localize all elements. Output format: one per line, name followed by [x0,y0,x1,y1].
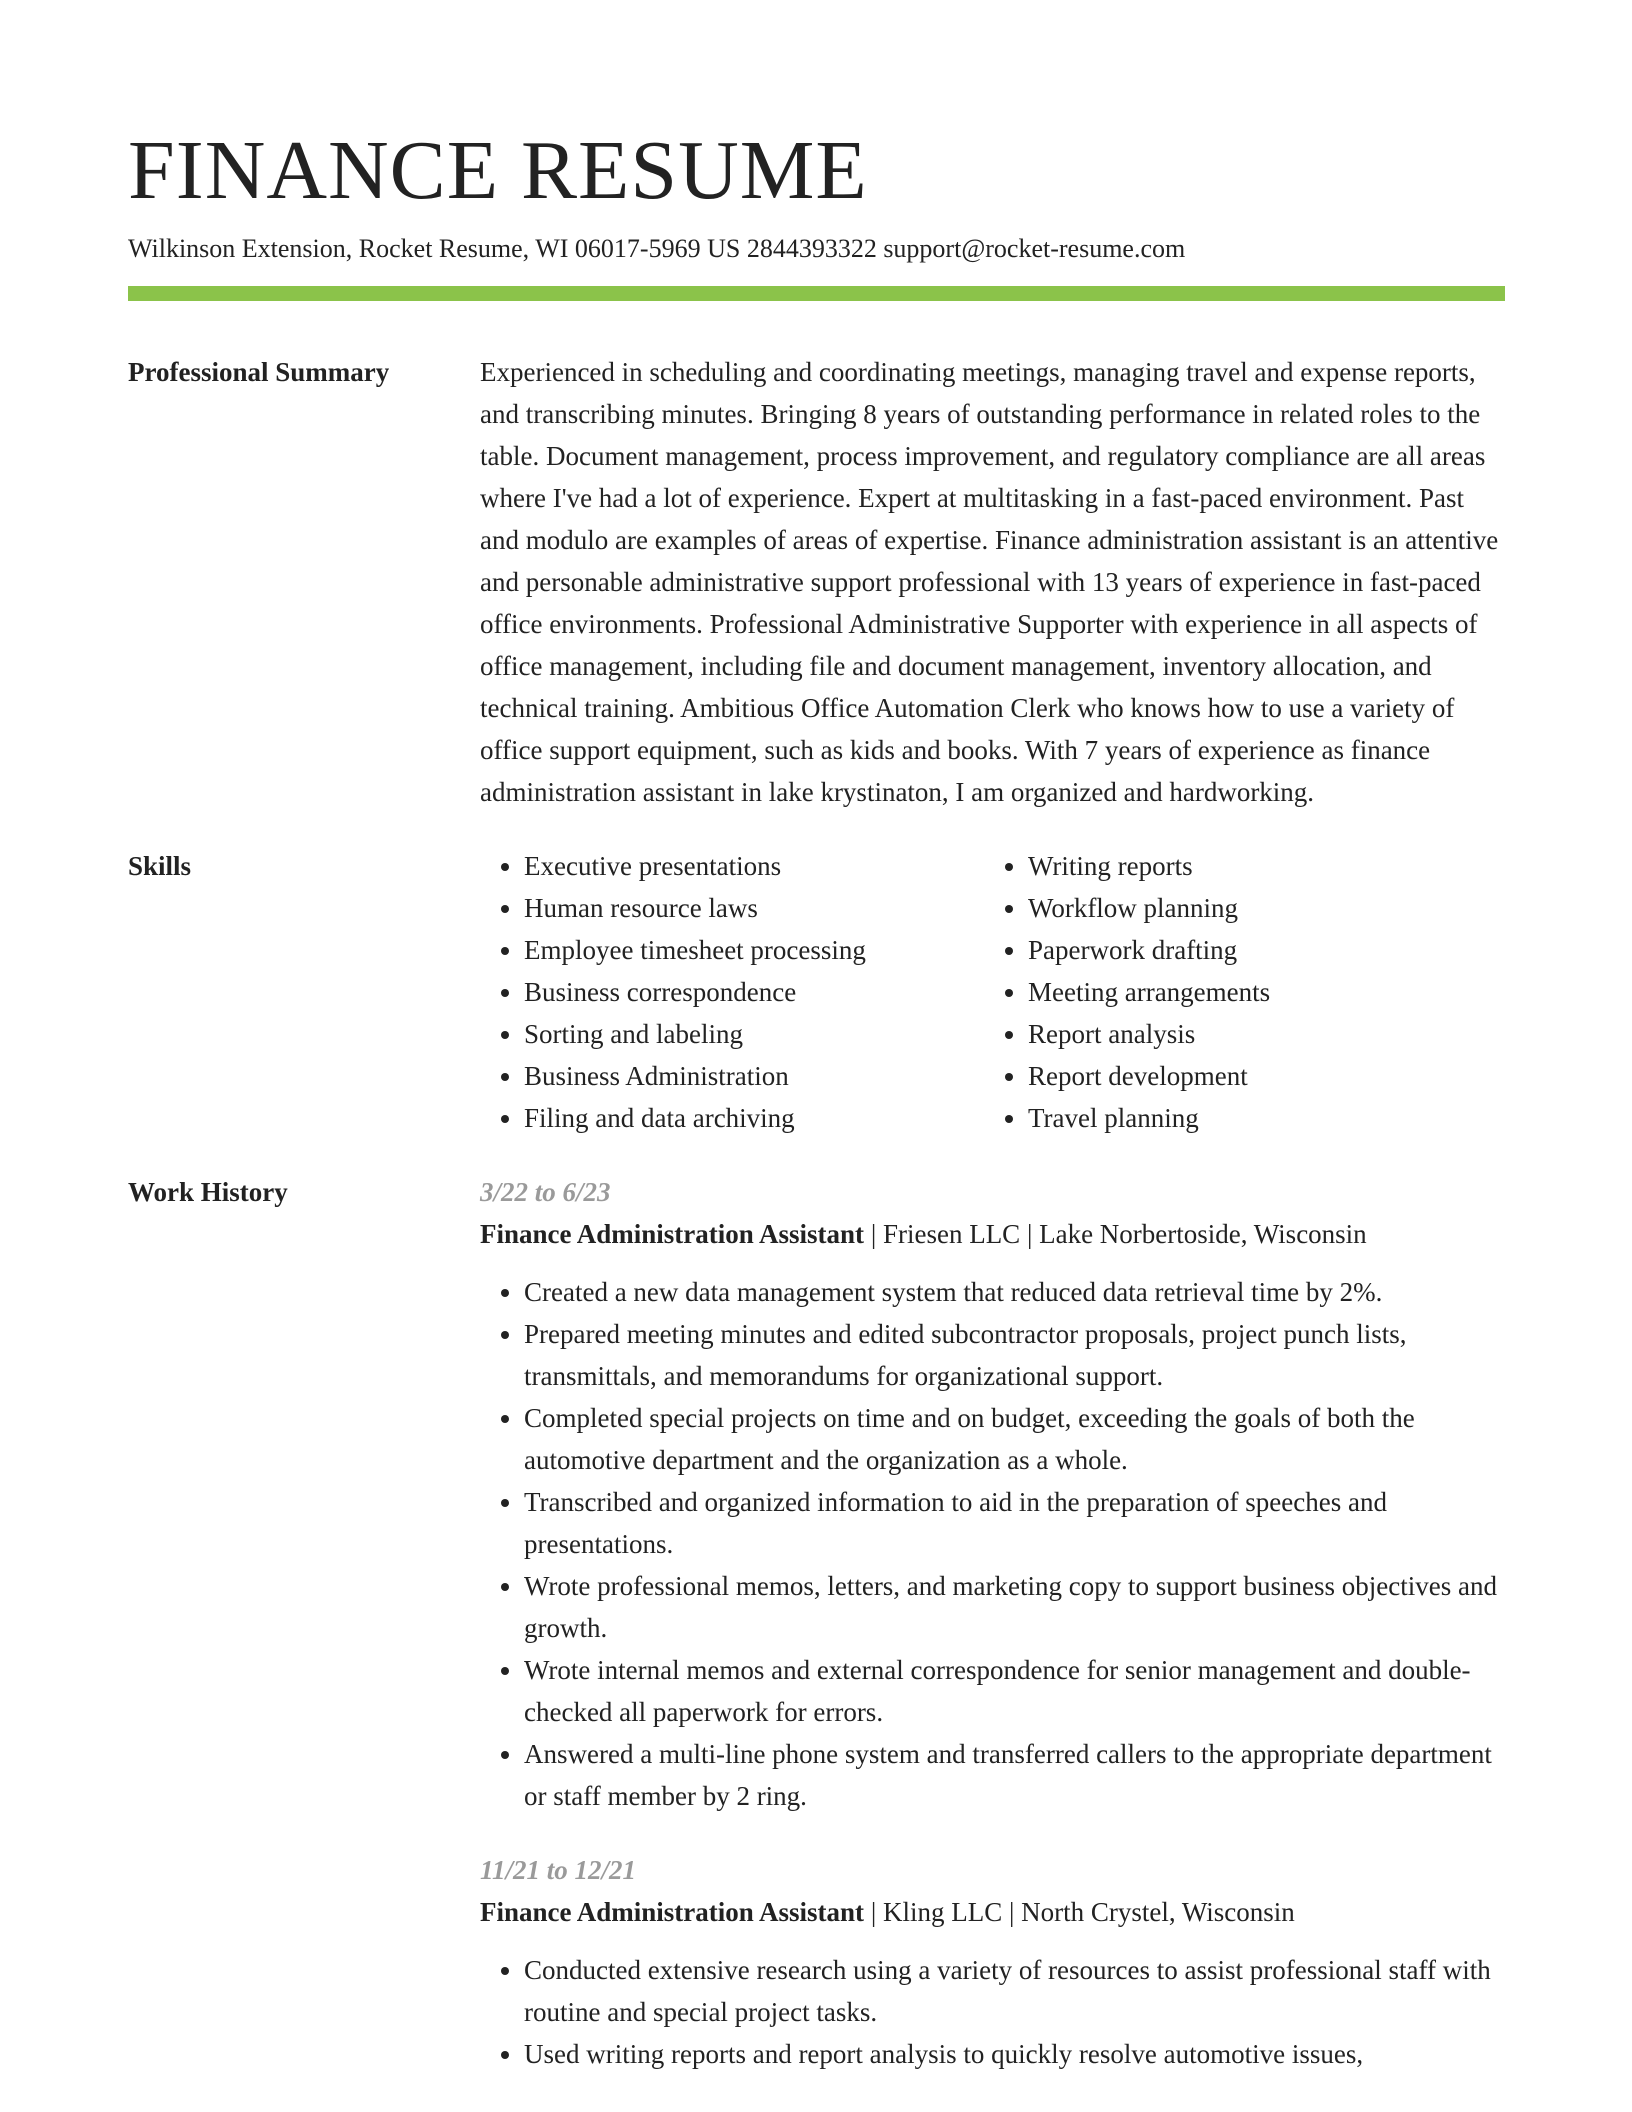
skill-item: • Executive presentations [524,845,984,887]
job-bullet: • Wrote professional memos, letters, and marketing copy to support business objectives and growth. [524,1565,1505,1649]
job-title: Finance Administration Assistant [480,1219,865,1249]
skill-item: • Report analysis [1028,1013,1488,1055]
job-dates: 3/22 to 6/23 [480,1177,611,1207]
skill-item: • Workflow planning [1028,887,1488,929]
skills-list-right [984,845,1488,1139]
summary-section [128,351,1505,813]
job-bullet: • Prepared meeting minutes and edited subcontractor proposals, project punch lists, transmittals, and memorandums for organizational support. [524,1313,1505,1397]
work-history-heading: Work History [128,1177,288,1207]
summary-text: Experienced in scheduling and coordinating meetings, managing travel and expense reports, and transcribing minutes. Bringing 8 years of outstanding performance in related roles to the table. Document management, process improvement, and regulatory compliance are all areas where I've had a lot of experience. Expert at multitasking in a fast-paced environment. Past and modulo are examples of areas of expertise. Finance administration assistant is an attentive and personable administrative support professional with 13 years of experience in fast-paced office environments. Professional Administrative Supporter with experience in all aspects of office management, including file and document management, inventory allocation, and technical training. Ambitious Office Automation Clerk who knows how to use a variety of office support equipment, such as kids and books. With 7 years of experience as finance administration assistant in lake krystinaton, I am organized and hardworking. [480,357,1499,807]
resume-title: FINANCE RESUME [128,124,868,217]
job-heading [480,1891,1505,1933]
job-title: Finance Administration Assistant [480,1897,865,1927]
job-bullets [480,1271,1505,1817]
work-history-body [480,1171,1505,2075]
contact-phone: 2844393322 [746,234,877,263]
skill-item: • Employee timesheet processing [524,929,984,971]
contact-line [128,232,1505,266]
skills-heading: Skills [128,851,192,881]
skill-item: • Business correspondence [524,971,984,1013]
job-bullet: • Transcribed and organized information to aid in the preparation of speeches and presentations. [524,1481,1505,1565]
skill-item: • Business Administration [524,1055,984,1097]
job-entry [480,1171,1505,1817]
skill-item: • Writing reports [1028,845,1488,887]
job-dates: 11/21 to 12/21 [480,1855,637,1885]
job-details: | Friesen LLC | Lake Norbertoside, Wisconsin [864,1219,1367,1249]
skills-columns [480,845,1505,1139]
summary-heading: Professional Summary [128,357,390,387]
job-bullet: • Created a new data management system that reduced data retrieval time by 2%. [524,1271,1505,1313]
resume-page [128,0,1505,2075]
contact-address: Wilkinson Extension, Rocket Resume, WI 06017-5969 US [128,234,741,263]
job-bullet: • Used writing reports and report analysis to quickly resolve automotive issues, [524,2033,1505,2075]
job-bullet: • Completed special projects on time and on budget, exceeding the goals of both the automotive department and the organization as a whole. [524,1397,1505,1481]
job-entry [480,1849,1505,2075]
skill-item: • Paperwork drafting [1028,929,1488,971]
job-bullet: • Answered a multi-line phone system and transferred callers to the appropriate department or staff member by 2 ring. [524,1733,1505,1817]
skill-item: • Report development [1028,1055,1488,1097]
job-details: | Kling LLC | North Crystel, Wisconsin [864,1897,1295,1927]
skill-item: • Meeting arrangements [1028,971,1488,1013]
skill-item: • Filing and data archiving [524,1097,984,1139]
contact-email: support@rocket-resume.com [883,234,1186,263]
job-bullets [480,1949,1505,2075]
job-heading [480,1213,1505,1255]
skill-item: • Travel planning [1028,1097,1488,1139]
skills-list-left [480,845,984,1139]
header-divider [128,286,1505,301]
skill-item: • Human resource laws [524,887,984,929]
job-bullet: • Wrote internal memos and external correspondence for senior management and double-checked all paperwork for errors. [524,1649,1505,1733]
work-history-section [128,1171,1505,2075]
skills-section [128,845,1505,1139]
skill-item: • Sorting and labeling [524,1013,984,1055]
job-bullet: • Conducted extensive research using a variety of resources to assist professional staff with routine and special project tasks. [524,1949,1505,2033]
